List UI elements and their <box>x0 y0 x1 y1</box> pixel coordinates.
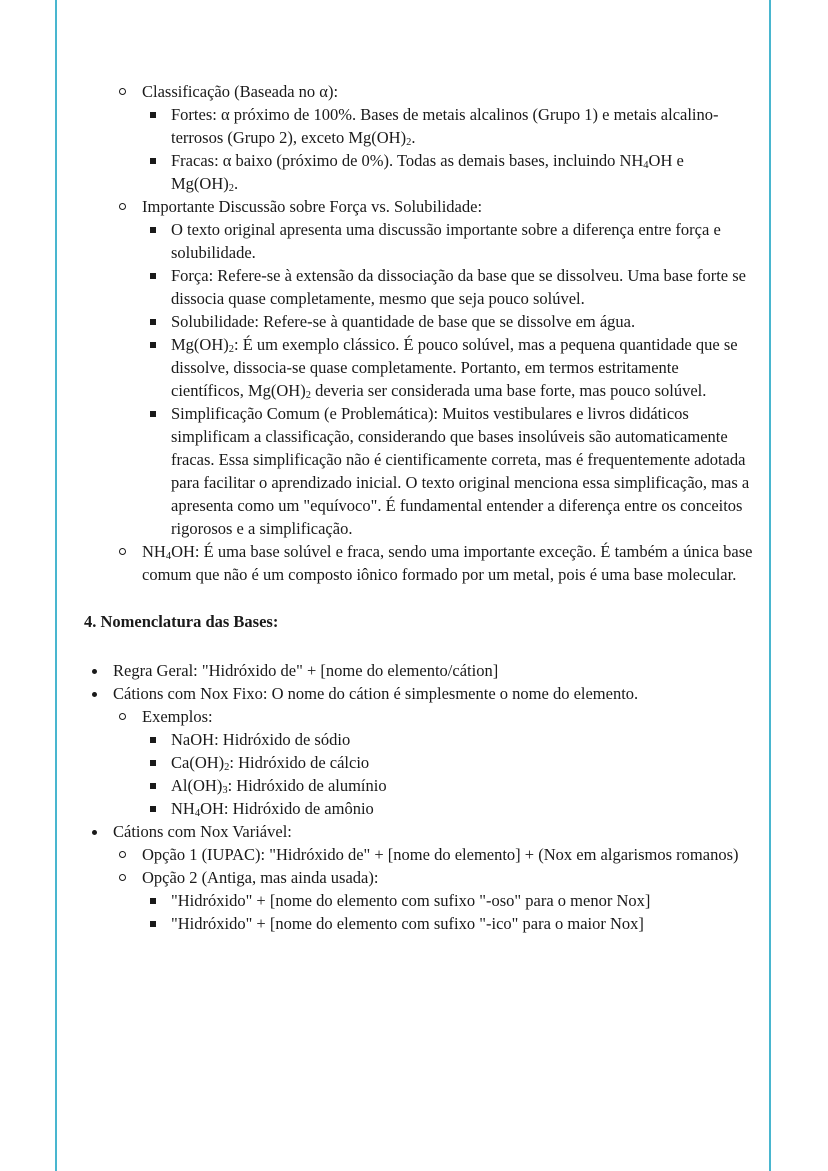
section3-continuation <box>84 80 754 586</box>
fortes-text-end: . <box>411 128 416 147</box>
list-item-exemplos <box>113 705 754 820</box>
document-content <box>84 80 754 935</box>
nh4oh-text-end: OH: É uma base solúvel e fraca, sendo uma importante exceção. É também a única base comum que não é um composto iônico formado por um metal, pois é uma base molecular. <box>142 542 753 584</box>
nox-variavel-text: Cátions com Nox Variável: <box>113 822 292 841</box>
list-item-nox-variavel <box>84 820 754 935</box>
section4-list <box>84 659 754 935</box>
section-heading: 4. Nomenclatura das Bases: <box>84 612 279 631</box>
square-bullet-icon <box>150 806 156 812</box>
list-item-fortes <box>142 103 754 149</box>
list-item <box>142 797 754 820</box>
nox-fixo-sublist <box>113 705 754 820</box>
mgoh2-text-end: deveria ser considerada uma base forte, mas pouco solúvel. <box>310 381 707 400</box>
fracas-text-end: . <box>234 174 239 193</box>
square-bullet-icon <box>150 112 156 118</box>
disc-bullet-icon <box>92 669 97 674</box>
circle-bullet-icon <box>119 851 126 858</box>
square-bullet-icon <box>150 342 156 348</box>
example-text: NaOH: Hidróxido de sódio <box>171 730 351 749</box>
classificacao-label: Classificação (Baseada no α): <box>142 82 339 101</box>
section3-list <box>84 80 754 586</box>
fracas-text-mid: OH e Mg(OH) <box>171 151 684 193</box>
nox-variavel-sublist <box>113 843 754 935</box>
disc-bullet-icon <box>92 692 97 697</box>
circle-bullet-icon <box>119 874 126 881</box>
example-text: Al(OH) <box>171 776 223 795</box>
list-item <box>142 310 754 333</box>
fracas-text: Fracas: α baixo (próximo de 0%). Todas as demais bases, incluindo NH <box>171 151 644 170</box>
subscript: 2 <box>228 344 234 355</box>
square-bullet-icon <box>150 273 156 279</box>
circle-bullet-icon <box>119 713 126 720</box>
discussao-item-text: O texto original apresenta uma discussão importante sobre a diferença entre força e solubilidade. <box>171 220 721 262</box>
discussao-label: Importante Discussão sobre Força vs. Solubilidade: <box>142 197 483 216</box>
circle-bullet-icon <box>119 88 126 95</box>
square-bullet-icon <box>150 783 156 789</box>
subscript: 2 <box>228 183 234 194</box>
list-item-opcao2 <box>113 866 754 935</box>
opcao1-text: Opção 1 (IUPAC): "Hidróxido de" + [nome do elemento] + (Nox em algarismos romanos) <box>142 845 739 864</box>
subscript: 2 <box>224 762 230 773</box>
discussao-item-text: Força: Refere-se à extensão da dissociação da base que se dissolveu. Uma base forte se dissocia quase completamente, mesmo que seja pouco solúvel. <box>171 266 746 308</box>
list-item <box>142 751 754 774</box>
circle-bullet-icon <box>119 203 126 210</box>
list-item <box>142 889 754 912</box>
example-text-end: OH: Hidróxido de amônio <box>200 799 374 818</box>
nox-fixo-text: Cátions com Nox Fixo: O nome do cátion é simplesmente o nome do elemento. <box>113 684 639 703</box>
square-bullet-icon <box>150 319 156 325</box>
fortes-text: Fortes: α próximo de 100%. Bases de metais alcalinos (Grupo 1) e metais alcalino-terrosos (Grupo 2), exceto Mg(OH) <box>171 105 719 147</box>
square-bullet-icon <box>150 227 156 233</box>
subscript: 4 <box>194 808 201 819</box>
square-bullet-icon <box>150 921 156 927</box>
ico-text: "Hidróxido" + [nome do elemento com sufixo "-ico" para o maior Nox] <box>171 914 644 933</box>
opcao2-sublist <box>142 889 754 935</box>
square-bullet-icon <box>150 737 156 743</box>
discussao-sublist <box>142 218 754 540</box>
square-bullet-icon <box>150 898 156 904</box>
list-item-opcao1 <box>113 843 754 866</box>
example-text-end: : Hidróxido de cálcio <box>229 753 370 772</box>
exemplos-sublist <box>142 728 754 820</box>
opcao2-text: Opção 2 (Antiga, mas ainda usada): <box>142 868 379 887</box>
page-border-right <box>769 0 771 1171</box>
discussao-item-text: Simplificação Comum (e Problemática): Muitos vestibulares e livros didáticos simplificam a classificação, considerando que bases insolúveis são automaticamente fracas. Essa simplificação não é cientificamente correta, mas é frequentemente adotada para facilitar o aprendizado inicial. O texto original menciona essa simplificação, mas a apresenta como um "equívoco". É fundamental entender a diferença entre os conceitos rigorosos e a simplificação. <box>171 404 750 538</box>
list-item-fracas <box>142 149 754 195</box>
list-item-nox-fixo <box>84 682 754 820</box>
subscript: 2 <box>406 137 412 148</box>
square-bullet-icon <box>150 158 156 164</box>
list-item <box>142 774 754 797</box>
subscript: 4 <box>643 160 649 171</box>
list-item <box>142 218 754 264</box>
example-text: Ca(OH) <box>171 753 225 772</box>
subscript: 3 <box>222 785 228 796</box>
list-item-regra-geral <box>84 659 754 682</box>
list-item-classificacao <box>113 80 754 195</box>
page-border-left <box>55 0 57 1171</box>
subscript: 4 <box>165 551 172 562</box>
example-text-end: : Hidróxido de alumínio <box>227 776 387 795</box>
section3-sublist <box>84 80 754 586</box>
regra-geral-text: Regra Geral: "Hidróxido de" + [nome do elemento/cátion] <box>113 661 499 680</box>
oso-text: "Hidróxido" + [nome do elemento com sufixo "-oso" para o menor Nox] <box>171 891 651 910</box>
example-text: NH <box>171 799 195 818</box>
mgoh2-text: Mg(OH) <box>171 335 229 354</box>
list-item <box>142 333 754 402</box>
list-item <box>142 402 754 540</box>
list-item-discussao <box>113 195 754 540</box>
discussao-item-text: Solubilidade: Refere-se à quantidade de base que se dissolve em água. <box>171 312 636 331</box>
nh4oh-text: NH <box>142 542 166 561</box>
list-item <box>142 728 754 751</box>
square-bullet-icon <box>150 411 156 417</box>
list-item-nh4oh <box>113 540 754 586</box>
disc-bullet-icon <box>92 830 97 835</box>
mgoh2-text-mid: : É um exemplo clássico. É pouco solúvel, mas a pequena quantidade que se dissolve, dissocia-se quase completamente. Portanto, em termos estritamente científicos, Mg(OH) <box>171 335 738 400</box>
circle-bullet-icon <box>119 548 126 555</box>
subscript: 2 <box>305 390 311 401</box>
list-item <box>142 264 754 310</box>
classificacao-sublist <box>142 103 754 195</box>
list-item <box>142 912 754 935</box>
exemplos-label: Exemplos: <box>142 707 213 726</box>
square-bullet-icon <box>150 760 156 766</box>
